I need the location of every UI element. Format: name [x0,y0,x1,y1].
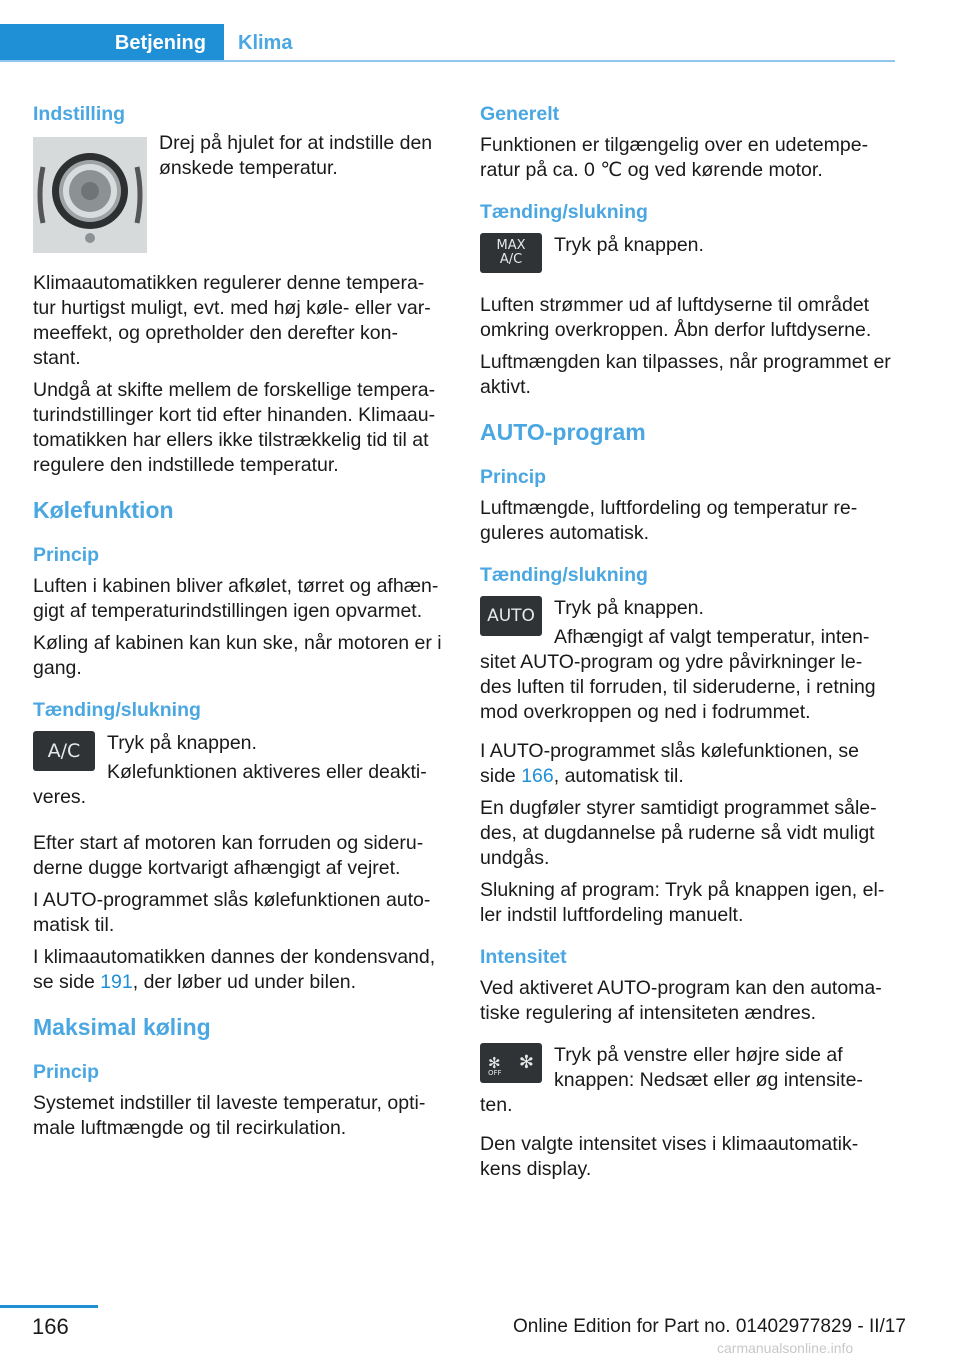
edition-text: Online Edition for Part no. 01402977829 - II/17 [513,1316,906,1337]
max-ac-label-line1: MAX [496,238,526,253]
paragraph [480,739,898,789]
fan-high-icon: ✻ [518,1052,534,1073]
paragraph: Tryk på knappen. [554,234,704,256]
page-header [0,0,960,64]
left-column [33,102,449,1148]
paragraph: Klimaautomatikken regulerer denne tempera‐ tur hurtigst muligt, evt. med høj køle- eller var‐ meeffekt, og opretholder den derefter kon‐ stant. [33,272,431,369]
temperature-wheel-image [33,137,147,253]
fan-intensity-button-image [480,1043,542,1083]
text: , automatisk til. [553,765,684,787]
paragraph: Luftmængden kan tilpasses, når programmet er aktivt. [480,351,891,398]
indstilling-block [33,102,449,259]
page-number: 166 [32,1314,69,1339]
paragraph: Tryk på knappen. [107,732,257,754]
paragraph: Ved aktiveret AUTO-program kan den automa‐ tiske regulering af intensiteten ændres. [480,977,882,1024]
paragraph: Slukning af program: Tryk på knappen igen, el‐ ler indstil luftfordeling manuelt. [480,879,885,926]
text: I klimaautomatikken dannes der kondensvand, se side [33,946,436,993]
text: , der løber ud under bilen. [132,971,357,993]
subheading-generelt: Generelt [480,103,560,125]
max-ac-button-image [480,233,542,273]
paragraph: Efter start af motoren kan forruden og sideru‐ derne dugge kortvarigt afhængigt af vejret. [33,832,424,879]
auto-button-block [480,596,898,725]
intensity-button-block [480,1043,898,1118]
indstilling-heading: Indstilling [33,103,126,125]
footer-rule [0,1305,98,1308]
text: I AUTO-programmet slås kølefunktionen, se side [480,740,859,787]
ac-button-label: A/C [47,740,81,762]
paragraph: Kølefunktionen aktiveres eller deakti‐ veres. [33,761,427,808]
paragraph: Afhængigt af valgt temperatur, inten‐ sitet AUTO-program og ydre påvirkninger le‐ des luften til forruden, til sideruderne, i retning mod overkroppen og ned i fodrummet. [480,626,876,723]
section-heading-maksimal-koling: Maksimal køling [33,1014,211,1040]
temperature-wheel-icon [33,137,147,253]
paragraph: Luftmængde, luftfordeling og temperatur re‐ guleres automatisk. [480,497,858,544]
paragraph: Undgå at skifte mellem de forskellige tempera‐ turindstillinger kort tid efter hinanden. Klimaau‐ tomatikken har ellers ikke tilstrækkelig tid til at regulere den indstillede temperatur. [33,379,436,476]
subheading-tending: Tænding/slukning [33,699,201,721]
page-link-166[interactable]: 166 [521,765,554,787]
paragraph: Funktionen er tilgængelig over en udetempe‐ ratur på ca. 0 ℃ og ved kørende motor. [480,134,869,181]
paragraph: I AUTO-programmet slås kølefunktionen auto‐ matisk til. [33,889,431,936]
paragraph: Luften strømmer ud af luftdyserne til området omkring overkroppen. Åbn derfor luftdyserne. [480,294,872,341]
max-ac-label-line2: A/C [499,252,523,267]
subheading-tending: Tænding/slukning [480,201,648,223]
section-heading-kolefunktion: Kølefunktion [33,497,174,523]
ac-button-image [33,731,95,771]
ac-button-block [33,731,449,817]
watermark: carmanualsonline.info [717,1340,854,1356]
right-column [480,102,898,1189]
max-ac-button-block [480,233,898,279]
subheading-intensitet: Intensitet [480,946,567,968]
tab-klima: Klima [238,31,293,54]
paragraph: Den valgte intensitet vises i klimaautomatik‐ kens display. [480,1133,859,1180]
paragraph: Køling af kabinen kan kun ske, når motoren er i gang. [33,632,442,679]
subheading-princip: Princip [480,466,547,488]
tab-betjening: Betjening [0,24,224,62]
subheading-princip: Princip [33,544,100,566]
subheading-princip: Princip [33,1061,100,1083]
paragraph [33,945,449,995]
paragraph: Tryk på knappen. [554,597,704,619]
paragraph: Luften i kabinen bliver afkølet, tørret og afhæn‐ gigt af temperaturindstillingen igen opvarmet. [33,575,439,622]
indstilling-text: Drej på hjulet for at indstille den ønskede temperatur. [159,132,433,179]
header-divider [0,60,895,62]
paragraph: En dugføler styrer samtidigt programmet såle‐ des, at dugdannelse på ruderne så vidt muligt undgås. [480,797,877,869]
fan-low-icon: ✻ [488,1053,501,1072]
auto-button-label: AUTO [487,606,535,626]
fan-off-label: OFF [488,1069,502,1077]
paragraph: Systemet indstiller til laveste temperatur, opti‐ male luftmængde og til recirkulation. [33,1092,426,1139]
page-link-191[interactable]: 191 [100,971,133,993]
section-heading-auto-program: AUTO-program [480,419,646,445]
subheading-tending: Tænding/slukning [480,564,648,586]
auto-button-image [480,596,542,636]
paragraph: Tryk på venstre eller højre side af knappen: Nedsæt eller øg intensite‐ ten. [480,1044,863,1116]
